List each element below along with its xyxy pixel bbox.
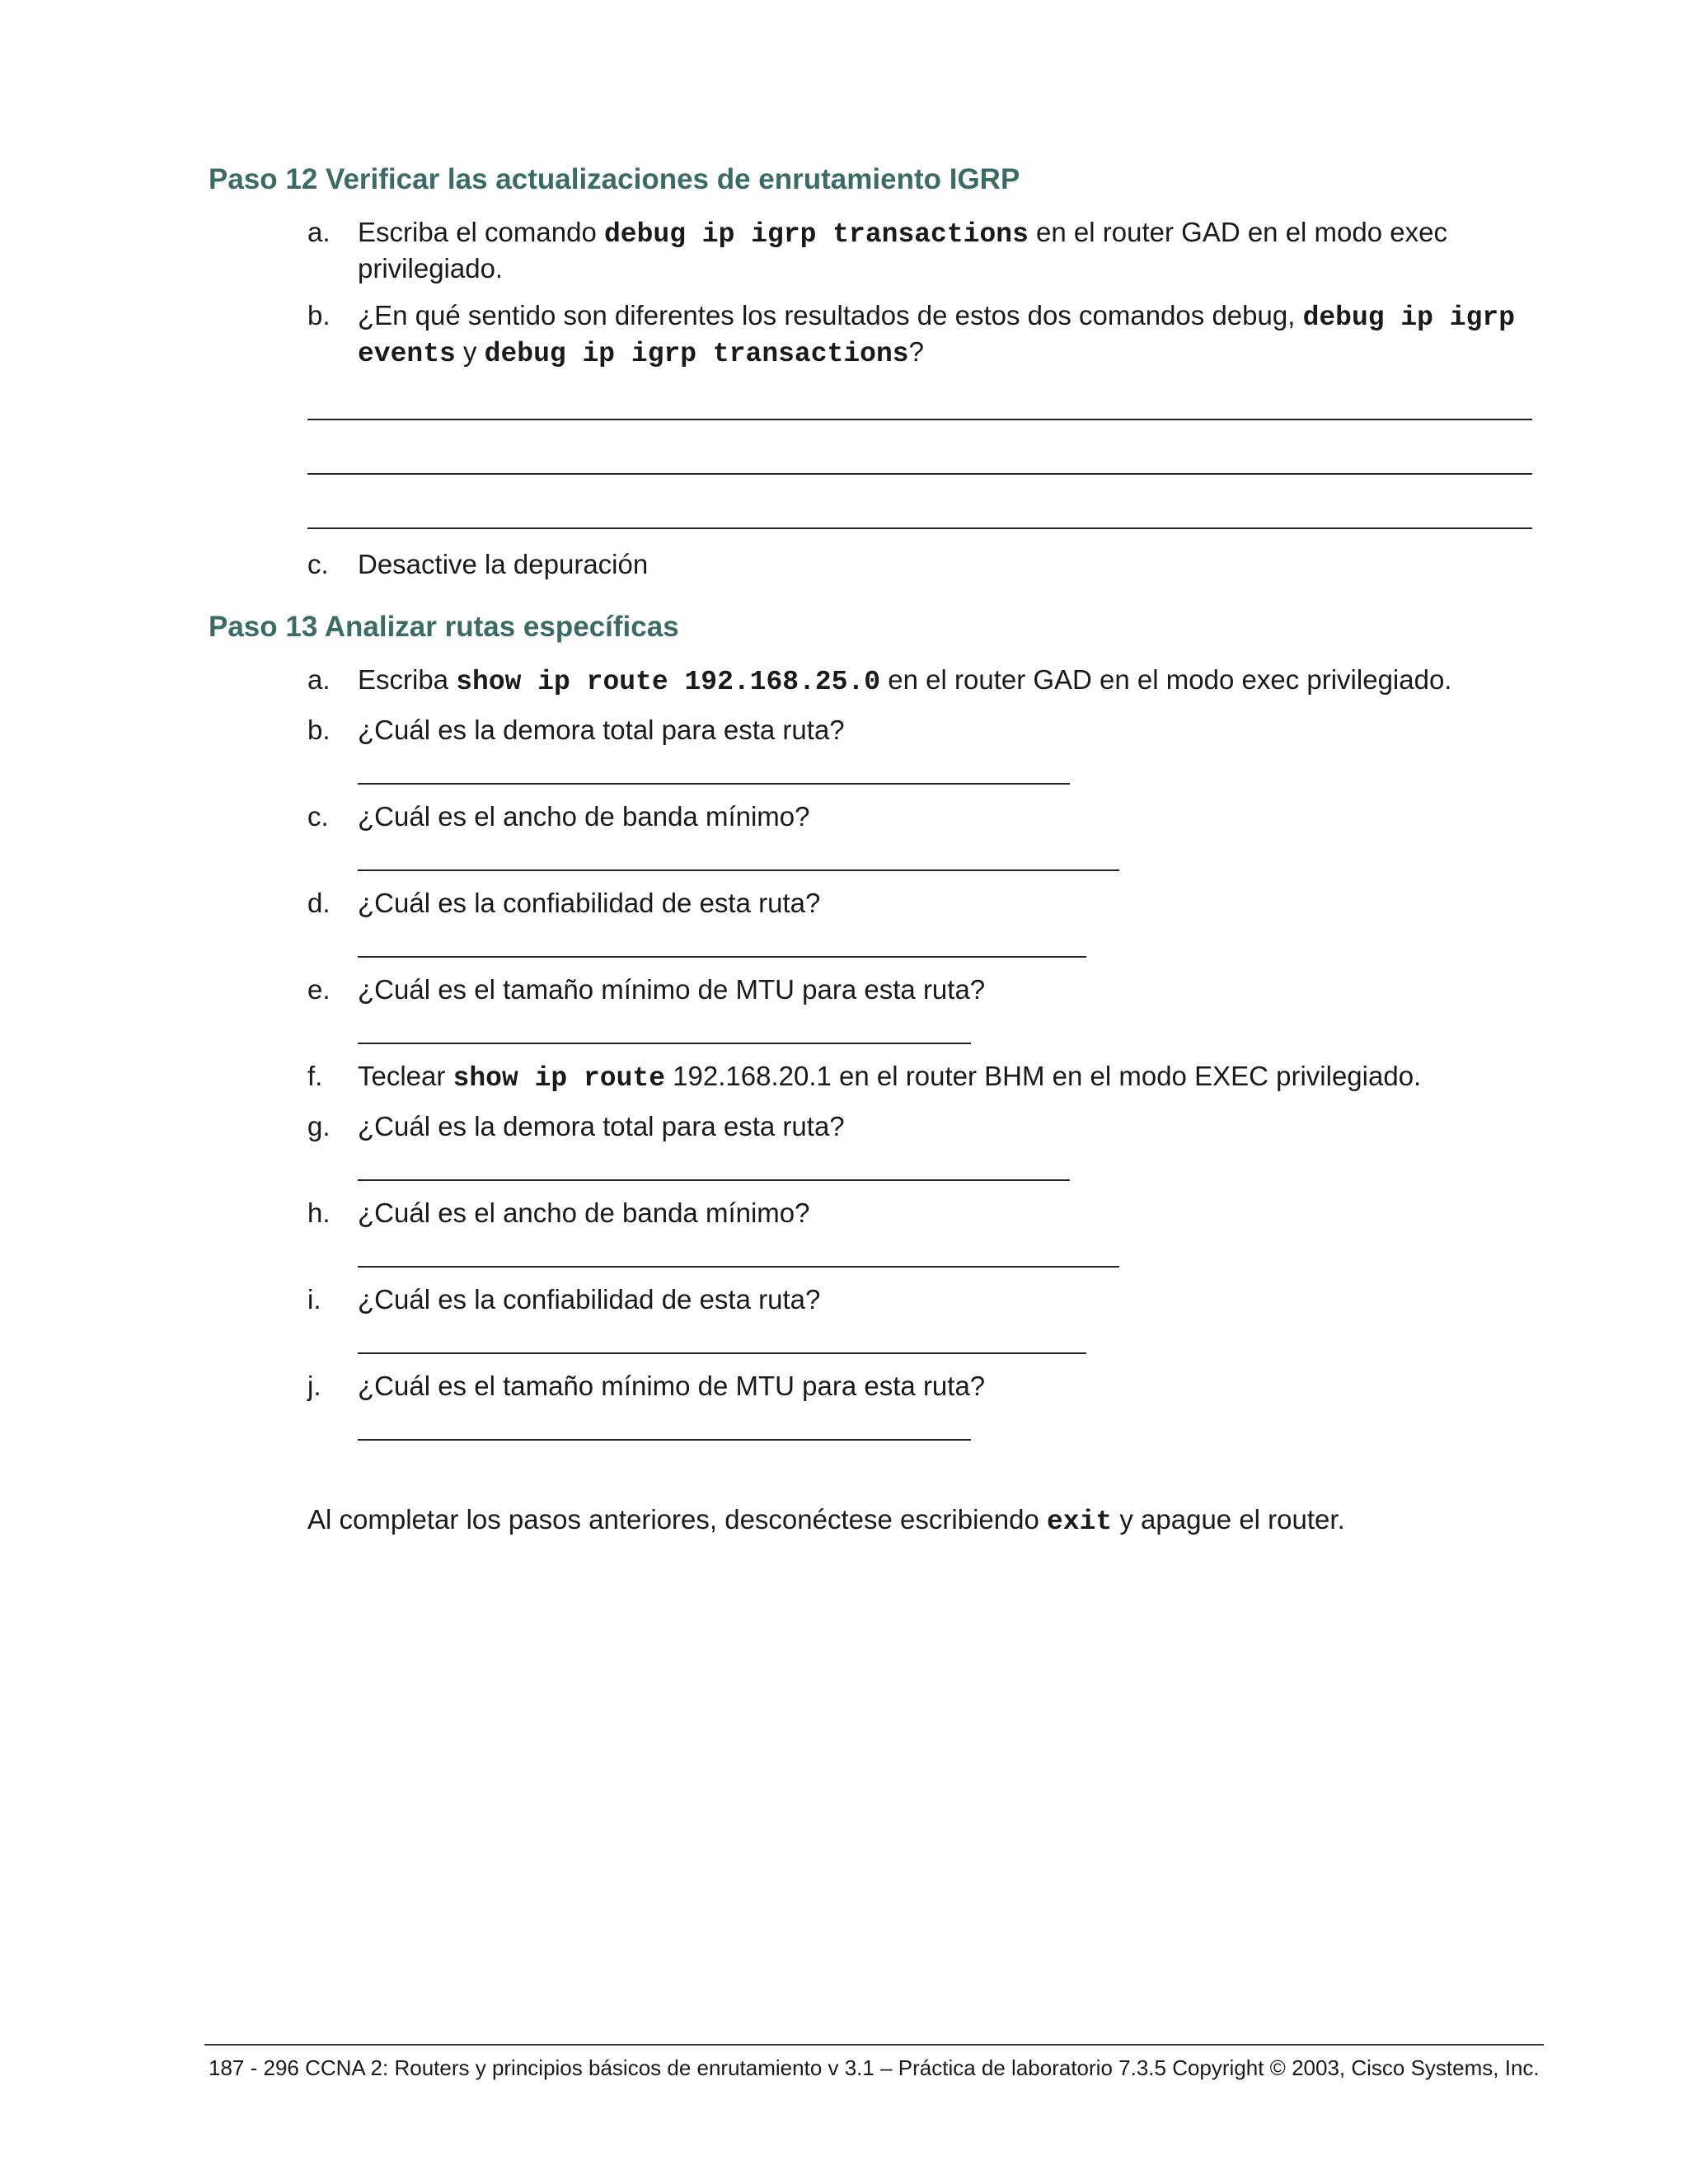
command-text: show ip route — [452, 1063, 666, 1094]
item-text: ¿Cuál es el tamaño mínimo de MTU para esta ruta? — [358, 974, 986, 1005]
command-text: debug ip igrp events — [358, 302, 1516, 369]
item-text: ¿Cuál es el tamaño mínimo de MTU para esta ruta? — [358, 1371, 986, 1401]
step-12-heading: Paso 12 Verificar las actualizaciones de enrutamiento IGRP — [209, 163, 1020, 195]
item-label: b. — [307, 715, 331, 745]
item-label: b. — [307, 300, 331, 330]
footer-divider — [204, 2044, 1544, 2046]
step-13-heading: Paso 13 Analizar rutas específicas — [209, 611, 679, 643]
item-label: e. — [307, 974, 331, 1005]
item-label: j. — [307, 1371, 321, 1401]
closing-instruction: Al completar los pasos anteriores, desconéctese escribiendo exit y apague el router. — [307, 1504, 1345, 1537]
answer-line[interactable] — [358, 1439, 971, 1441]
answer-line[interactable] — [358, 1043, 971, 1044]
item-text: ¿Cuál es el ancho de banda mínimo? — [358, 801, 810, 832]
item-text: ¿Cuál es la demora total para esta ruta? — [358, 1111, 845, 1141]
command-text: debug ip igrp transactions — [484, 339, 909, 369]
item-label: f. — [307, 1061, 323, 1091]
item-label: d. — [307, 888, 331, 918]
item-text: ¿En qué sentido son diferentes los resultados de estos dos comandos debug, debug ip igrp events y debug ip igrp transactions? — [358, 300, 1516, 369]
answer-line[interactable] — [358, 1352, 1086, 1354]
answer-line[interactable] — [358, 1179, 1070, 1181]
page-footer: 187 - 296 CCNA 2: Routers y principios básicos de enrutamiento v 3.1 – Práctica de laboratorio 7.3.5 Copyright © 2003, Cisco Systems, Inc. — [209, 2055, 1540, 2080]
answer-line[interactable] — [358, 783, 1070, 785]
item-label: a. — [307, 217, 331, 247]
answer-line[interactable] — [358, 956, 1086, 958]
item-text: ¿Cuál es la demora total para esta ruta? — [358, 715, 845, 745]
answer-line[interactable] — [307, 527, 1532, 529]
item-label: c. — [307, 549, 329, 579]
answer-line[interactable] — [307, 419, 1532, 420]
item-text: Desactive la depuración — [358, 549, 649, 579]
item-label: a. — [307, 664, 331, 695]
item-text: ¿Cuál es la confiabilidad de esta ruta? — [358, 1284, 821, 1315]
item-label: g. — [307, 1111, 331, 1141]
command-text: debug ip igrp transactions — [603, 219, 1029, 250]
item-label: i. — [307, 1284, 321, 1315]
item-text: Teclear show ip route 192.168.20.1 en el router BHM en el modo EXEC privilegiado. — [358, 1061, 1422, 1094]
item-label: c. — [307, 801, 329, 832]
item-text: ¿Cuál es el ancho de banda mínimo? — [358, 1197, 810, 1228]
item-text: Escriba el comando debug ip igrp transactions en el router GAD en el modo exec privilegiado. — [358, 217, 1447, 284]
item-label: h. — [307, 1197, 331, 1228]
answer-line[interactable] — [358, 869, 1119, 871]
command-text: exit — [1046, 1507, 1113, 1537]
answer-line[interactable] — [358, 1266, 1119, 1268]
item-text: Escriba show ip route 192.168.25.0 en el router GAD en el modo exec privilegiado. — [358, 664, 1452, 697]
command-text: show ip route 192.168.25.0 — [456, 667, 881, 697]
answer-line[interactable] — [307, 473, 1532, 475]
item-text: ¿Cuál es la confiabilidad de esta ruta? — [358, 888, 821, 918]
